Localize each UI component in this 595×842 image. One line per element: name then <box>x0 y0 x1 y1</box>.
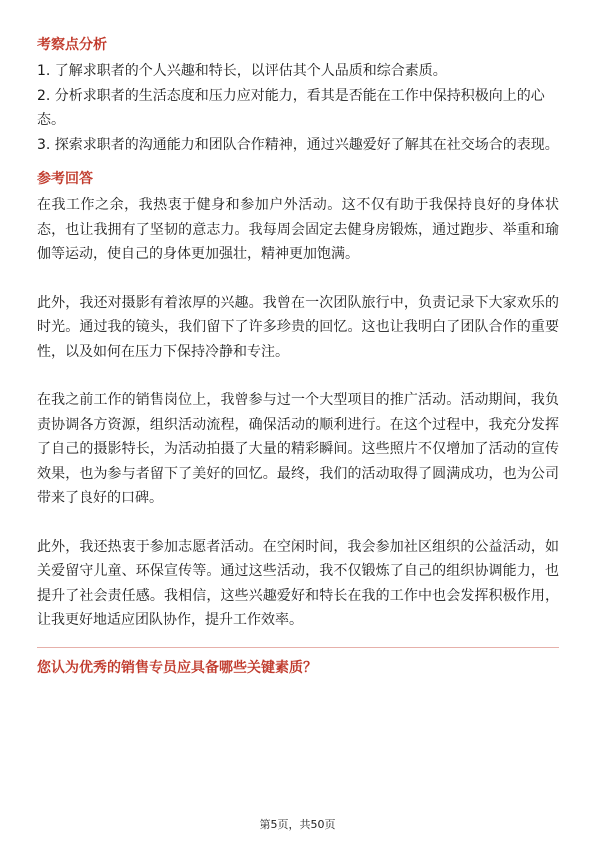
analysis-item-2: 2. 分析求职者的生活态度和压力应对能力，看其是否能在工作中保持积极向上的心态。 <box>37 87 545 128</box>
answer-paragraph-3: 在我之前工作的销售岗位上，我曾参与过一个大型项目的推广活动。活动期间，我负责协调各方资源，组织活动流程，确保活动的顺利进行。在这个过程中，我充分发挥了自己的摄影特长，为活动拍摄了大量的精彩瞬间。这些照片不仅增加了活动的宣传效果，也为参与者留下了美好的回忆。最终，我们的活动取得了圆满成功，也为公司带来了良好的口碑。 <box>37 392 559 506</box>
answer-paragraph-2: 此外，我还对摄影有着浓厚的兴趣。我曾在一次团队旅行中，负责记录下大家欢乐的时光。通过我的镜头，我们留下了许多珍贵的回忆。这也让我明白了团队合作的重要性，以及如何在压力下保持冷静和专注。 <box>37 294 559 360</box>
answer-section <box>37 170 559 633</box>
section-divider <box>37 647 559 648</box>
page-footer: 第5页，共50页 <box>259 818 336 831</box>
page-content <box>37 36 559 678</box>
answer-paragraph-4: 此外，我还热衷于参加志愿者活动。在空闲时间，我会参加社区组织的公益活动，如关爱留守儿童、环保宣传等。通过这些活动，我不仅锻炼了自己的组织协调能力，也提升了社会责任感。我相信，这些兴趣爱好和特长在我的工作中也会发挥积极作用，让我更好地适应团队协作，提升工作效率。 <box>37 538 559 628</box>
analysis-heading: 考察点分析 <box>37 37 107 53</box>
next-question: 您认为优秀的销售专员应具备哪些关键素质？ <box>37 659 317 676</box>
analysis-item-1: 1. 了解求职者的个人兴趣和特长，以评估其个人品质和综合素质。 <box>37 63 447 79</box>
analysis-section <box>37 36 559 157</box>
answer-paragraph-1: 在我工作之余，我热衷于健身和参加户外活动。这不仅有助于我保持良好的身体状态，也让我拥有了坚韧的意志力。我每周会固定去健身房锻炼，通过跑步、举重和瑜伽等运动，使自己的身体更加强壮，精神更加饱满。 <box>37 197 559 262</box>
analysis-item-3: 3. 探索求职者的沟通能力和团队合作精神，通过兴趣爱好了解其在社交场合的表现。 <box>37 136 559 153</box>
answer-heading: 参考回答 <box>37 171 93 187</box>
